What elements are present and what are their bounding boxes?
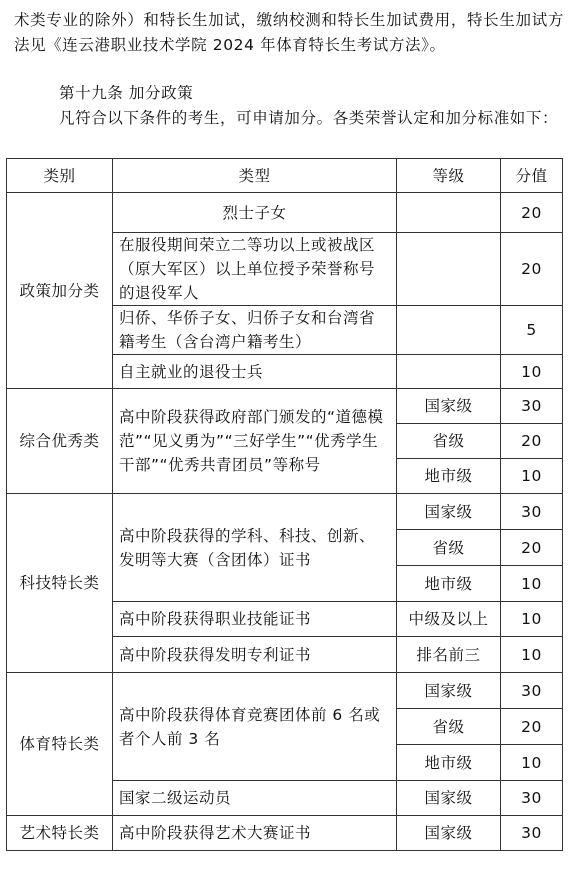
score-cell: 10 xyxy=(501,566,563,602)
score-cell: 30 xyxy=(501,389,563,424)
type-cell: 国家二级运动员 xyxy=(113,781,397,816)
level-cell xyxy=(397,193,501,233)
table-row xyxy=(7,494,563,530)
level-cell xyxy=(397,306,501,355)
score-cell: 5 xyxy=(501,306,563,355)
level-cell: 国家级 xyxy=(397,494,501,530)
category-cell: 政策加分类 xyxy=(7,193,113,389)
type-cell: 高中阶段获得的学科、科技、创新、发明等大赛（含团体）证书 xyxy=(113,494,397,602)
intro-paragraph: 术类专业的除外）和特长生加试，缴纳校测和特长生加试费用，特长生加试方法见《连云港职业技术学院 2024 年体育特长生考试方法》。 xyxy=(14,11,564,54)
score-cell: 30 xyxy=(501,673,563,709)
table-row xyxy=(7,389,563,424)
score-cell: 30 xyxy=(501,816,563,851)
level-cell: 地市级 xyxy=(397,745,501,781)
score-cell: 20 xyxy=(501,709,563,745)
category-cell: 科技特长类 xyxy=(7,494,113,673)
type-cell: 高中阶段获得体育竞赛团体前 6 名或者个人前 3 名 xyxy=(113,673,397,781)
level-cell: 国家级 xyxy=(397,673,501,709)
type-cell: 高中阶段获得政府部门颁发的“道德模范”“见义勇为”“三好学生”“优秀学生干部”“优秀共青团员”等称号 xyxy=(113,389,397,494)
level-cell: 排名前三 xyxy=(397,637,501,673)
header-type: 类型 xyxy=(113,159,397,193)
score-cell: 10 xyxy=(501,745,563,781)
header-level: 等级 xyxy=(397,159,501,193)
level-cell: 国家级 xyxy=(397,389,501,424)
category-cell: 体育特长类 xyxy=(7,673,113,816)
type-cell: 高中阶段获得艺术大赛证书 xyxy=(113,816,397,851)
score-cell: 20 xyxy=(501,233,563,306)
level-cell: 国家级 xyxy=(397,816,501,851)
level-cell: 中级及以上 xyxy=(397,602,501,637)
type-cell: 归侨、华侨子女、归侨子女和台湾省籍考生（含台湾户籍考生） xyxy=(113,306,397,355)
table-header-row xyxy=(7,159,563,193)
score-cell: 10 xyxy=(501,459,563,494)
score-cell: 10 xyxy=(501,637,563,673)
score-cell: 30 xyxy=(501,781,563,816)
score-cell: 10 xyxy=(501,602,563,637)
type-cell: 自主就业的退役士兵 xyxy=(113,355,397,389)
header-category: 类别 xyxy=(7,159,113,193)
article-body: 凡符合以下条件的考生，可申请加分。各类荣誉认定和加分标准如下： xyxy=(59,109,559,127)
score-cell: 30 xyxy=(501,494,563,530)
level-cell xyxy=(397,233,501,306)
score-cell: 20 xyxy=(501,193,563,233)
level-cell: 省级 xyxy=(397,424,501,459)
level-cell xyxy=(397,355,501,389)
bonus-points-table xyxy=(6,158,563,851)
score-cell: 20 xyxy=(501,530,563,566)
score-cell: 20 xyxy=(501,424,563,459)
table-row xyxy=(7,816,563,851)
level-cell: 省级 xyxy=(397,709,501,745)
header-score: 分值 xyxy=(501,159,563,193)
type-cell: 在服役期间荣立二等功以上或被战区（原大军区）以上单位授予荣誉称号的退役军人 xyxy=(113,233,397,306)
level-cell: 地市级 xyxy=(397,459,501,494)
level-cell: 地市级 xyxy=(397,566,501,602)
level-cell: 国家级 xyxy=(397,781,501,816)
category-cell: 艺术特长类 xyxy=(7,816,113,851)
score-cell: 10 xyxy=(501,355,563,389)
type-cell: 高中阶段获得职业技能证书 xyxy=(113,602,397,637)
type-cell: 高中阶段获得发明专利证书 xyxy=(113,637,397,673)
table-row xyxy=(7,673,563,709)
level-cell: 省级 xyxy=(397,530,501,566)
table-row xyxy=(7,193,563,233)
article-title: 第十九条 加分政策 xyxy=(59,84,194,102)
type-cell: 烈士子女 xyxy=(113,193,397,233)
category-cell: 综合优秀类 xyxy=(7,389,113,494)
